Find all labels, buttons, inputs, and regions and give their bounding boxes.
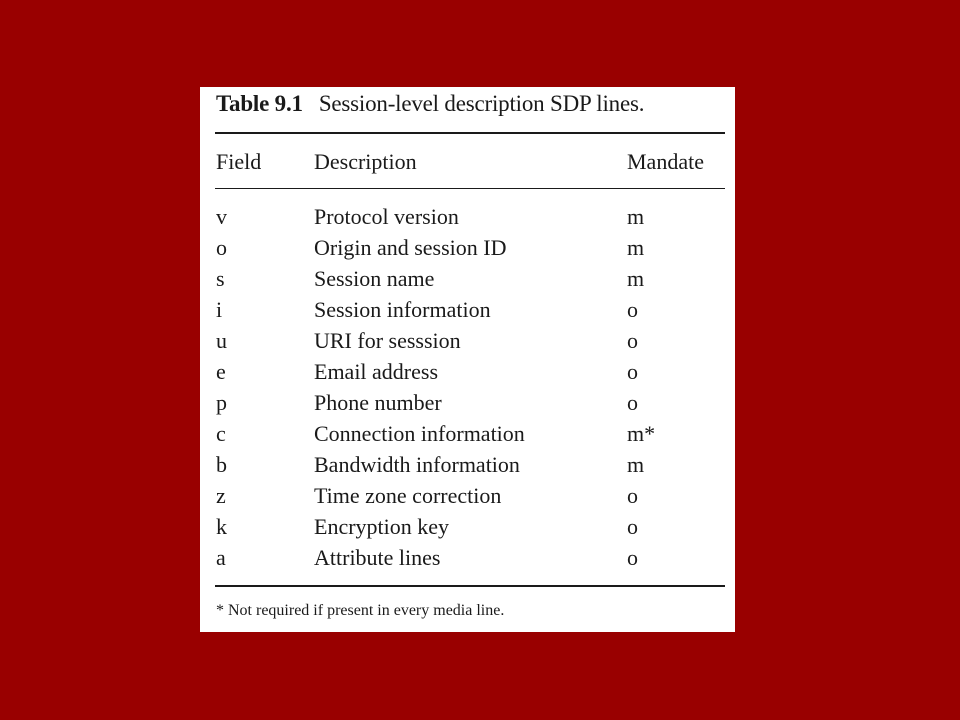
table-image (200, 87, 735, 632)
cell-description: Phone number (314, 390, 442, 415)
header-description: Description (314, 149, 417, 174)
cell-description: URI for sesssion (314, 328, 461, 353)
cell-mandate: m (627, 452, 645, 477)
cell-field: a (216, 545, 226, 570)
table-row (200, 297, 735, 328)
table-footnote: * Not required if present in every media line. (216, 602, 505, 619)
table-row (200, 204, 735, 235)
cell-field: c (216, 421, 226, 446)
cell-description: Protocol version (314, 204, 459, 229)
bottom-rule (215, 585, 725, 587)
cell-field: e (216, 359, 226, 384)
table-number: Table 9.1 (216, 91, 303, 116)
cell-field: v (216, 204, 227, 229)
table-body (200, 204, 735, 576)
table-row (200, 452, 735, 483)
header-mandate: Mandate (627, 149, 704, 174)
cell-description: Session name (314, 266, 435, 291)
cell-field: z (216, 483, 226, 508)
cell-description: Encryption key (314, 514, 450, 539)
cell-field: p (216, 390, 227, 415)
table-caption (216, 91, 644, 117)
table-title: Session-level description SDP lines. (318, 91, 645, 116)
cell-field: b (216, 452, 227, 477)
cell-description: Email address (314, 359, 439, 384)
table-row (200, 328, 735, 359)
cell-description: Attribute lines (314, 545, 441, 570)
table-row (200, 359, 735, 390)
cell-mandate: m* (627, 421, 656, 446)
cell-mandate: m (627, 235, 645, 260)
table-row (200, 235, 735, 266)
cell-description: Time zone correction (314, 483, 502, 508)
header-field: Field (216, 149, 262, 174)
cell-mandate: o (627, 483, 638, 508)
table-row (200, 390, 735, 421)
cell-field: u (216, 328, 227, 353)
table-row (200, 514, 735, 545)
cell-mandate: o (627, 390, 638, 415)
cell-description: Bandwidth information (314, 452, 520, 477)
cell-mandate: m (627, 266, 645, 291)
cell-mandate: o (627, 297, 638, 322)
table-row (200, 545, 735, 576)
header-rule (215, 188, 725, 189)
cell-field: s (216, 266, 225, 291)
table-row (200, 266, 735, 297)
cell-description: Connection information (314, 421, 525, 446)
top-rule (215, 132, 725, 134)
table-row (200, 483, 735, 514)
cell-mandate: o (627, 359, 638, 384)
cell-description: Session information (314, 297, 491, 322)
cell-description: Origin and session ID (314, 235, 507, 260)
cell-field: i (216, 297, 223, 322)
cell-mandate: o (627, 514, 638, 539)
cell-field: k (216, 514, 227, 539)
table-row (200, 421, 735, 452)
cell-field: o (216, 235, 227, 260)
cell-mandate: o (627, 328, 638, 353)
cell-mandate: o (627, 545, 638, 570)
cell-mandate: m (627, 204, 645, 229)
